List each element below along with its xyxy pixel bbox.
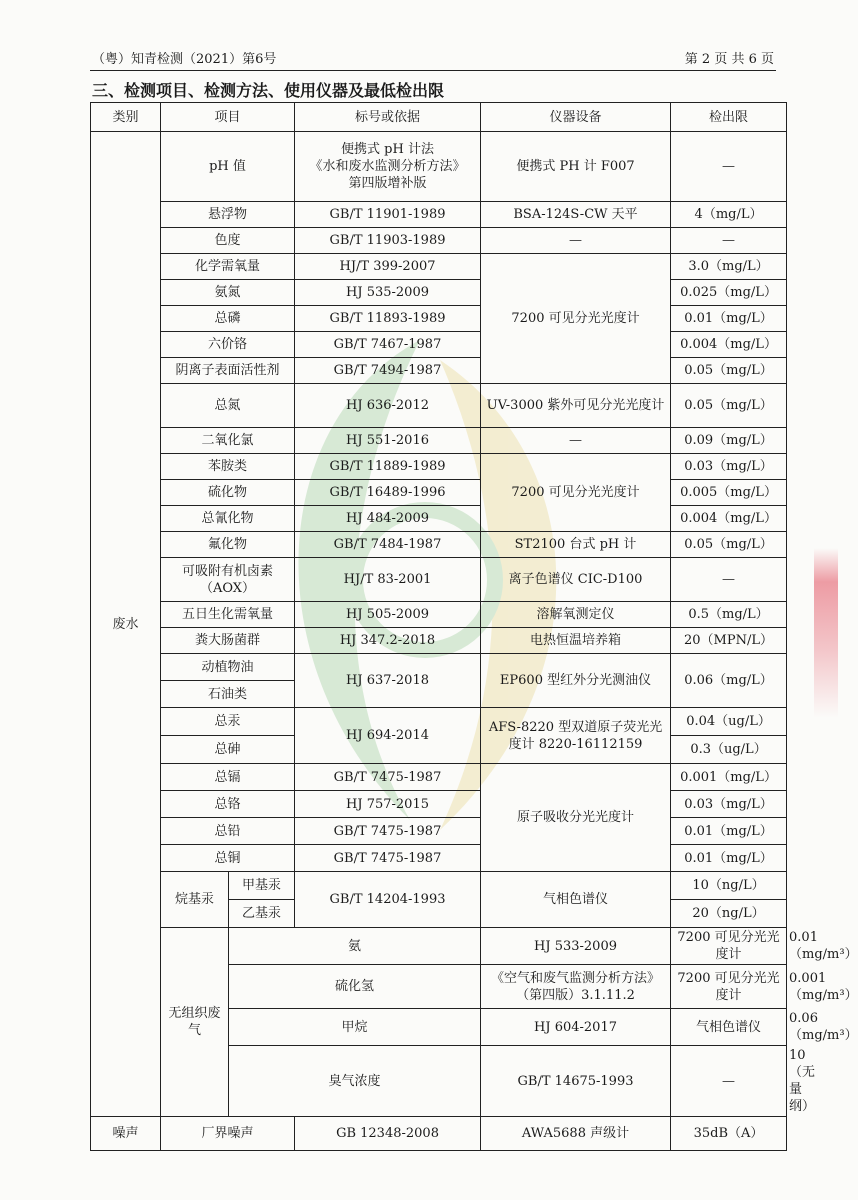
ph-standard: 便携式 pH 计法 《水和废水监测分析方法》 第四版增补版	[295, 132, 481, 202]
category-wastewater: 废水	[91, 132, 161, 1117]
header-rule	[90, 70, 776, 71]
table-row: 总磷 GB/T 11893-1989 0.01（mg/L）	[91, 306, 787, 332]
red-seal-edge	[814, 548, 838, 718]
table-row: 无组织废气 氨 HJ 533-2009 7200 可见分光光度计 0.01（mg/m³）	[91, 928, 787, 965]
table-row: 化学需氧量 HJ/T 399-2007 7200 可见分光光度计 3.0（mg/L）	[91, 254, 787, 280]
table-header-row	[91, 103, 787, 132]
table-row: 乙基汞 20（ng/L）	[91, 900, 787, 928]
table-row: 总氰化物 HJ 484-2009 0.004（mg/L）	[91, 506, 787, 532]
col-category: 类别	[91, 103, 161, 132]
col-standard: 标号或依据	[295, 103, 481, 132]
page-indicator: 第 2 页 共 6 页	[684, 52, 774, 67]
table-row: 氨氮 HJ 535-2009 0.025（mg/L）	[91, 280, 787, 306]
report-number: （粤）知青检测（2021）第6号	[92, 52, 277, 67]
category-noise: 噪声	[91, 1117, 161, 1151]
table-row: 硫化氢 《空气和废气监测分析方法》（第四版）3.1.11.2 7200 可见分光光度计 0.001（mg/m³）	[91, 965, 787, 1009]
table-row: 阴离子表面活性剂 GB/T 7494-1987 0.05（mg/L）	[91, 358, 787, 384]
table-row: 总铜 GB/T 7475-1987 0.01（mg/L）	[91, 845, 787, 872]
col-limit: 检出限	[671, 103, 787, 132]
category-air: 无组织废气	[161, 928, 229, 1117]
table-row: 废水 pH 值 便携式 pH 计法 《水和废水监测分析方法》 第四版增补版 便携式 PH 计 F007 —	[91, 132, 787, 202]
table-row: 臭气浓度 GB/T 14675-1993 — 10（无量纲）	[91, 1046, 787, 1117]
section-title: 三、检测项目、检测方法、使用仪器及最低检出限	[92, 81, 445, 100]
col-item: 项目	[161, 103, 295, 132]
table-row: 总铬 HJ 757-2015 0.03（mg/L）	[91, 791, 787, 818]
col-instrument: 仪器设备	[481, 103, 671, 132]
table-row: 总砷 0.3（ug/L）	[91, 736, 787, 764]
table-row: 甲烷 HJ 604-2017 气相色谱仪 0.06（mg/m³）	[91, 1009, 787, 1046]
table-row: 粪大肠菌群 HJ 347.2-2018 电热恒温培养箱 20（MPN/L）	[91, 628, 787, 654]
table-row: 六价铬 GB/T 7467-1987 0.004（mg/L）	[91, 332, 787, 358]
table-row: 可吸附有机卤素（AOX） HJ/T 83-2001 离子色谱仪 CIC-D100 —	[91, 558, 787, 602]
table-row: 硫化物 GB/T 16489-1996 0.005（mg/L）	[91, 480, 787, 506]
table-row: 烷基汞 甲基汞 GB/T 14204-1993 气相色谱仪 10（ng/L）	[91, 872, 787, 900]
table-row: 噪声 厂界噪声 GB 12348-2008 AWA5688 声级计 35dB（A）	[91, 1117, 787, 1151]
detection-table	[90, 102, 858, 1151]
table-row: 二氧化氯 HJ 551-2016 — 0.09（mg/L）	[91, 428, 787, 454]
table-row: 石油类	[91, 681, 787, 708]
table-row: 总铅 GB/T 7475-1987 0.01（mg/L）	[91, 818, 787, 845]
table-row: 色度 GB/T 11903-1989 — —	[91, 228, 787, 254]
table-row: 动植物油 HJ 637-2018 EP600 型红外分光测油仪 0.06（mg/L）	[91, 654, 787, 681]
table-row: 五日生化需氧量 HJ 505-2009 溶解氧测定仪 0.5（mg/L）	[91, 602, 787, 628]
table-row: 悬浮物 GB/T 11901-1989 BSA-124S-CW 天平 4（mg/L）	[91, 202, 787, 228]
table-row: 总镉 GB/T 7475-1987 原子吸收分光光度计 0.001（mg/L）	[91, 764, 787, 791]
table-row: 氟化物 GB/T 7484-1987 ST2100 台式 pH 计 0.05（mg/L）	[91, 532, 787, 558]
table-row: 苯胺类 GB/T 11889-1989 7200 可见分光光度计 0.03（mg/L）	[91, 454, 787, 480]
table-row: 总氮 HJ 636-2012 UV-3000 紫外可见分光光度计 0.05（mg/L）	[91, 384, 787, 428]
table-row: 总汞 HJ 694-2014 AFS-8220 型双道原子荧光光度计 8220-16112159 0.04（ug/L）	[91, 708, 787, 736]
